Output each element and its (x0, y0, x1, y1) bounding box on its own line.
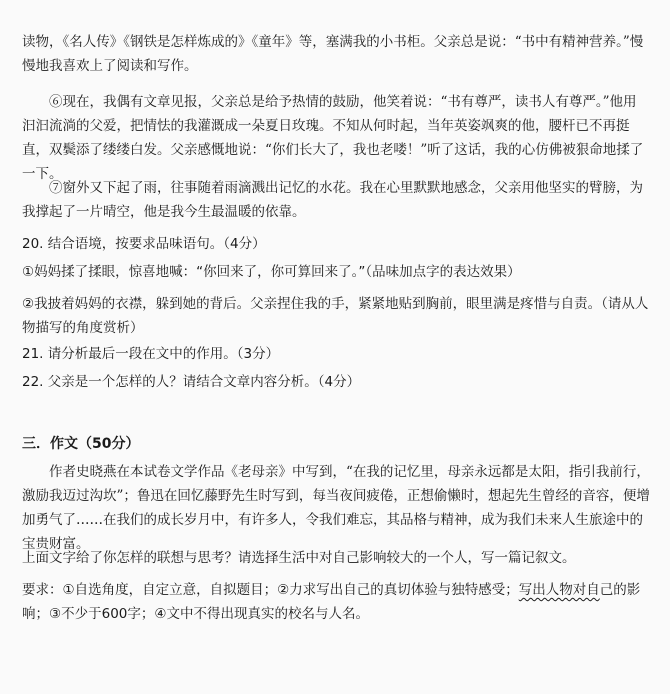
question-22: 22. 父亲是一个怎样的人？请结合文章内容分析。（4分） (22, 374, 361, 390)
section-heading-essay: 三．作文（50分） (22, 436, 140, 452)
essay-prompt: 上面文字给了你怎样的联想与思考？请选择生活中对自己影响较大的一个人，写一篇记叙文。 (22, 550, 576, 566)
passage-paragraph-6: ⑥现在，我偶有文章见报，父亲总是给予热情的鼓励，他笑着说：“书有尊严，读书人有尊严。”他用汩汩流淌的父爱，把情怯的我灌溉成一朵夏日玫瑰。不知从何时起，当年英姿飒爽的他，腰杆已不再挺直，双鬓添了缕缕白发。父亲感慨地说：“你们长大了，我也老喽！”听了这话，我的心仿佛被狠命地揉了一下。 (22, 94, 644, 182)
passage-paragraph-7: ⑦窗外又下起了雨，往事随着雨滴溅出记忆的水花。我在心里默默地感念，父亲用他坚实的臂膀，为我撑起了一片晴空，他是我今生最温暖的依靠。 (22, 180, 643, 220)
requirements-part-a: 要求：①自选角度，自定立意，自拟题目；②力求写出自己的真切体验与独特感受； (22, 582, 519, 598)
question-20: 20. 结合语境，按要求品味语句。（4分） (22, 236, 266, 252)
essay-intro: 作者史晓燕在本试卷文学作品《老母亲》中写到，“在我的记忆里，母亲永远都是太阳，指引我前行，激励我迈过沟坎”；鲁迅在回忆藤野先生时写到，每当夜间疲倦，正想偷懒时，想起先生曾经的音容，便增加勇气了……在我们的成长岁月中，有许多人，令我们难忘，其品格与精神，成为我们未来人生旅途中的宝贵财富。 (22, 464, 650, 552)
question-20-part-1: ①妈妈揉了揉眼，惊喜地喊：“你回来了，你可算回来了。”（品味加点字的表达效果） (22, 264, 521, 280)
passage-paragraph-5-end: 读物，《名人传》《钢铁是怎样炼成的》《童年》等，塞满我的小书柜。父亲总是说：“书中有精神营养。”慢慢地我喜欢上了阅读和写作。 (22, 34, 644, 74)
requirements-underlined: 写出人物对自 (518, 582, 600, 598)
essay-requirements (22, 578, 650, 626)
question-21: 21. 请分析最后一段在文中的作用。（3分） (22, 346, 280, 362)
requirements-part-b: 己的影响；③不少于600字；④文中不得出现真实的校名与人名。 (22, 582, 641, 622)
question-20-part-2: ②我披着妈妈的衣襟，躲到她的背后。父亲捏住我的手，紧紧地贴到胸前，眼里满是疼惜与自责。（请从人物描写的角度赏析） (22, 296, 649, 336)
